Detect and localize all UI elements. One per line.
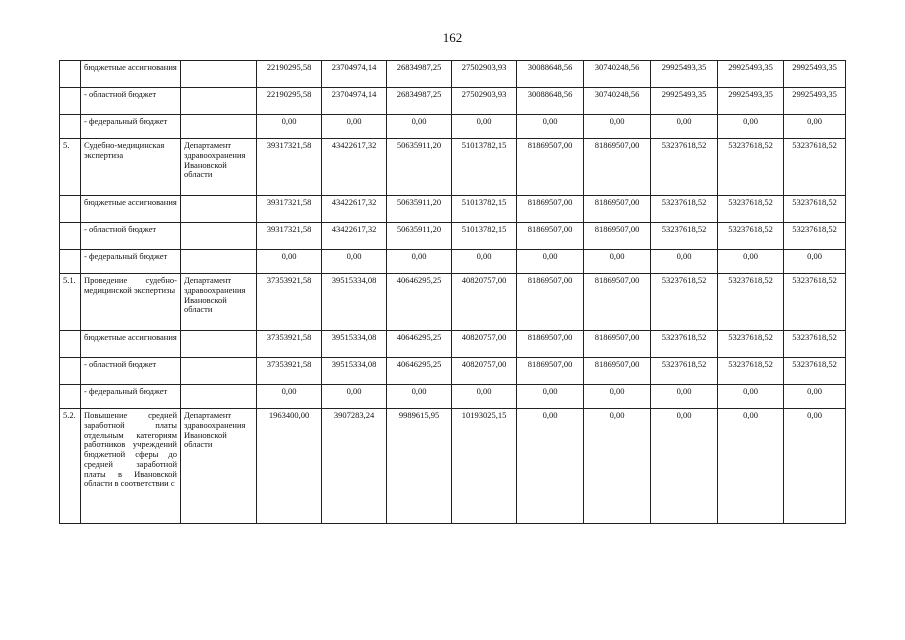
- value-cell: 3907283,24: [322, 409, 387, 524]
- value-cell: 39515334,08: [322, 358, 387, 385]
- value-cell: 53237618,52: [651, 358, 718, 385]
- table-row: [60, 331, 846, 358]
- value-cell: 40646295,25: [387, 274, 452, 331]
- value-cell: 53237618,52: [718, 358, 784, 385]
- row-number-cell: 5.2.: [60, 409, 81, 524]
- value-cell: 0,00: [784, 385, 846, 409]
- row-name-cell: бюджетные ассигнования: [81, 196, 181, 223]
- row-executor-cell: [181, 250, 257, 274]
- value-cell: 81869507,00: [584, 331, 651, 358]
- row-number-cell: [60, 223, 81, 250]
- value-cell: 0,00: [322, 115, 387, 139]
- value-cell: 40820757,00: [452, 358, 517, 385]
- row-name-cell: - областной бюджет: [81, 358, 181, 385]
- value-cell: 81869507,00: [584, 274, 651, 331]
- row-name-cell: - федеральный бюджет: [81, 115, 181, 139]
- value-cell: 29925493,35: [651, 88, 718, 115]
- row-name-cell: - федеральный бюджет: [81, 250, 181, 274]
- row-executor-cell: [181, 385, 257, 409]
- row-executor-cell: [181, 61, 257, 88]
- value-cell: 53237618,52: [718, 331, 784, 358]
- value-cell: 50635911,20: [387, 139, 452, 196]
- value-cell: 53237618,52: [784, 139, 846, 196]
- table-row: [60, 250, 846, 274]
- value-cell: 81869507,00: [584, 196, 651, 223]
- value-cell: 0,00: [322, 385, 387, 409]
- value-cell: 0,00: [322, 250, 387, 274]
- row-executor-cell: [181, 88, 257, 115]
- value-cell: 0,00: [718, 385, 784, 409]
- value-cell: 0,00: [517, 115, 584, 139]
- page-number: 162: [442, 30, 463, 45]
- row-name-cell: бюджетные ассигнования: [81, 331, 181, 358]
- value-cell: 37353921,58: [257, 274, 322, 331]
- value-cell: 53237618,52: [651, 196, 718, 223]
- row-executor-cell: Департамент здравоохранения Ивановской области: [181, 274, 257, 331]
- row-executor-cell: [181, 358, 257, 385]
- table-row: [60, 358, 846, 385]
- value-cell: 0,00: [452, 250, 517, 274]
- row-executor-cell: [181, 196, 257, 223]
- row-executor-cell: Департамент здравоохранения Ивановской области: [181, 409, 257, 524]
- row-number-cell: [60, 250, 81, 274]
- value-cell: 40646295,25: [387, 358, 452, 385]
- value-cell: 53237618,52: [784, 223, 846, 250]
- row-number-cell: [60, 331, 81, 358]
- value-cell: 0,00: [584, 250, 651, 274]
- value-cell: 0,00: [718, 250, 784, 274]
- value-cell: 0,00: [651, 385, 718, 409]
- value-cell: 0,00: [387, 385, 452, 409]
- value-cell: 30740248,56: [584, 61, 651, 88]
- value-cell: 0,00: [718, 115, 784, 139]
- value-cell: 29925493,35: [718, 88, 784, 115]
- value-cell: 81869507,00: [517, 274, 584, 331]
- value-cell: 53237618,52: [718, 223, 784, 250]
- value-cell: 81869507,00: [517, 139, 584, 196]
- value-cell: 40646295,25: [387, 331, 452, 358]
- value-cell: 0,00: [517, 250, 584, 274]
- value-cell: 0,00: [387, 250, 452, 274]
- value-cell: 0,00: [651, 250, 718, 274]
- row-executor-cell: [181, 115, 257, 139]
- value-cell: 39317321,58: [257, 223, 322, 250]
- value-cell: 40820757,00: [452, 274, 517, 331]
- value-cell: 0,00: [517, 385, 584, 409]
- value-cell: 26834987,25: [387, 88, 452, 115]
- value-cell: 53237618,52: [651, 139, 718, 196]
- value-cell: 53237618,52: [718, 139, 784, 196]
- value-cell: 29925493,35: [718, 61, 784, 88]
- value-cell: 81869507,00: [517, 331, 584, 358]
- value-cell: 81869507,00: [584, 223, 651, 250]
- value-cell: 39515334,08: [322, 331, 387, 358]
- row-name-cell: Судебно-медицинская экспертиза: [81, 139, 181, 196]
- value-cell: 0,00: [651, 115, 718, 139]
- value-cell: 37353921,58: [257, 331, 322, 358]
- value-cell: 0,00: [452, 115, 517, 139]
- table-row: [60, 196, 846, 223]
- value-cell: 81869507,00: [517, 223, 584, 250]
- row-number-cell: 5.: [60, 139, 81, 196]
- value-cell: 53237618,52: [784, 358, 846, 385]
- value-cell: 50635911,20: [387, 196, 452, 223]
- value-cell: 0,00: [784, 409, 846, 524]
- value-cell: 1963400,00: [257, 409, 322, 524]
- row-number-cell: [60, 61, 81, 88]
- row-number-cell: [60, 88, 81, 115]
- value-cell: 81869507,00: [517, 196, 584, 223]
- row-number-cell: [60, 115, 81, 139]
- table-row: [60, 274, 846, 331]
- row-name-cell: - областной бюджет: [81, 223, 181, 250]
- value-cell: 50635911,20: [387, 223, 452, 250]
- value-cell: 0,00: [584, 409, 651, 524]
- value-cell: 22190295,58: [257, 61, 322, 88]
- value-cell: 81869507,00: [517, 358, 584, 385]
- value-cell: 51013782,15: [452, 196, 517, 223]
- value-cell: 0,00: [517, 409, 584, 524]
- value-cell: 53237618,52: [651, 331, 718, 358]
- value-cell: 0,00: [784, 115, 846, 139]
- row-executor-cell: Департамент здравоохранения Ивановской области: [181, 139, 257, 196]
- table-body: [60, 61, 846, 524]
- value-cell: 0,00: [257, 250, 322, 274]
- value-cell: 53237618,52: [784, 331, 846, 358]
- row-name-cell: - федеральный бюджет: [81, 385, 181, 409]
- value-cell: 0,00: [584, 385, 651, 409]
- value-cell: 0,00: [584, 115, 651, 139]
- value-cell: 29925493,35: [784, 88, 846, 115]
- value-cell: 0,00: [257, 385, 322, 409]
- row-name-cell: Проведение судебно-медицинской экспертизы: [81, 274, 181, 331]
- row-number-cell: [60, 196, 81, 223]
- value-cell: 23704974,14: [322, 61, 387, 88]
- value-cell: 37353921,58: [257, 358, 322, 385]
- table-row: [60, 61, 846, 88]
- table-row: [60, 88, 846, 115]
- value-cell: 26834987,25: [387, 61, 452, 88]
- value-cell: 0,00: [718, 409, 784, 524]
- row-number-cell: [60, 358, 81, 385]
- value-cell: 53237618,52: [784, 274, 846, 331]
- value-cell: 30740248,56: [584, 88, 651, 115]
- value-cell: 43422617,32: [322, 139, 387, 196]
- value-cell: 0,00: [651, 409, 718, 524]
- value-cell: 53237618,52: [784, 196, 846, 223]
- row-executor-cell: [181, 223, 257, 250]
- table-row: [60, 409, 846, 524]
- row-number-cell: [60, 385, 81, 409]
- budget-table: [59, 60, 846, 524]
- value-cell: 53237618,52: [718, 274, 784, 331]
- row-name-cell: бюджетные ассигнования: [81, 61, 181, 88]
- table-row: [60, 139, 846, 196]
- value-cell: 43422617,32: [322, 223, 387, 250]
- value-cell: 53237618,52: [651, 274, 718, 331]
- table-row: [60, 223, 846, 250]
- value-cell: 81869507,00: [584, 139, 651, 196]
- value-cell: 39515334,08: [322, 274, 387, 331]
- value-cell: 53237618,52: [651, 223, 718, 250]
- value-cell: 0,00: [784, 250, 846, 274]
- value-cell: 23704974,14: [322, 88, 387, 115]
- row-name-cell: Повышение средней заработной платы отдельным категориям работников учреждений бюджетной сферы до средней заработной платы в Ивановской области в соответствии с: [81, 409, 181, 524]
- value-cell: 29925493,35: [651, 61, 718, 88]
- value-cell: 43422617,32: [322, 196, 387, 223]
- row-number-cell: 5.1.: [60, 274, 81, 331]
- value-cell: 0,00: [387, 115, 452, 139]
- value-cell: 40820757,00: [452, 331, 517, 358]
- value-cell: 81869507,00: [584, 358, 651, 385]
- value-cell: 30088648,56: [517, 61, 584, 88]
- row-name-cell: - областной бюджет: [81, 88, 181, 115]
- table-row: [60, 115, 846, 139]
- row-executor-cell: [181, 331, 257, 358]
- value-cell: 0,00: [257, 115, 322, 139]
- value-cell: 29925493,35: [784, 61, 846, 88]
- table-row: [60, 385, 846, 409]
- value-cell: 39317321,58: [257, 139, 322, 196]
- value-cell: 53237618,52: [718, 196, 784, 223]
- value-cell: 39317321,58: [257, 196, 322, 223]
- value-cell: 30088648,56: [517, 88, 584, 115]
- value-cell: 0,00: [452, 385, 517, 409]
- value-cell: 10193025,15: [452, 409, 517, 524]
- value-cell: 51013782,15: [452, 139, 517, 196]
- value-cell: 22190295,58: [257, 88, 322, 115]
- value-cell: 9989615,95: [387, 409, 452, 524]
- value-cell: 27502903,93: [452, 61, 517, 88]
- value-cell: 51013782,15: [452, 223, 517, 250]
- value-cell: 27502903,93: [452, 88, 517, 115]
